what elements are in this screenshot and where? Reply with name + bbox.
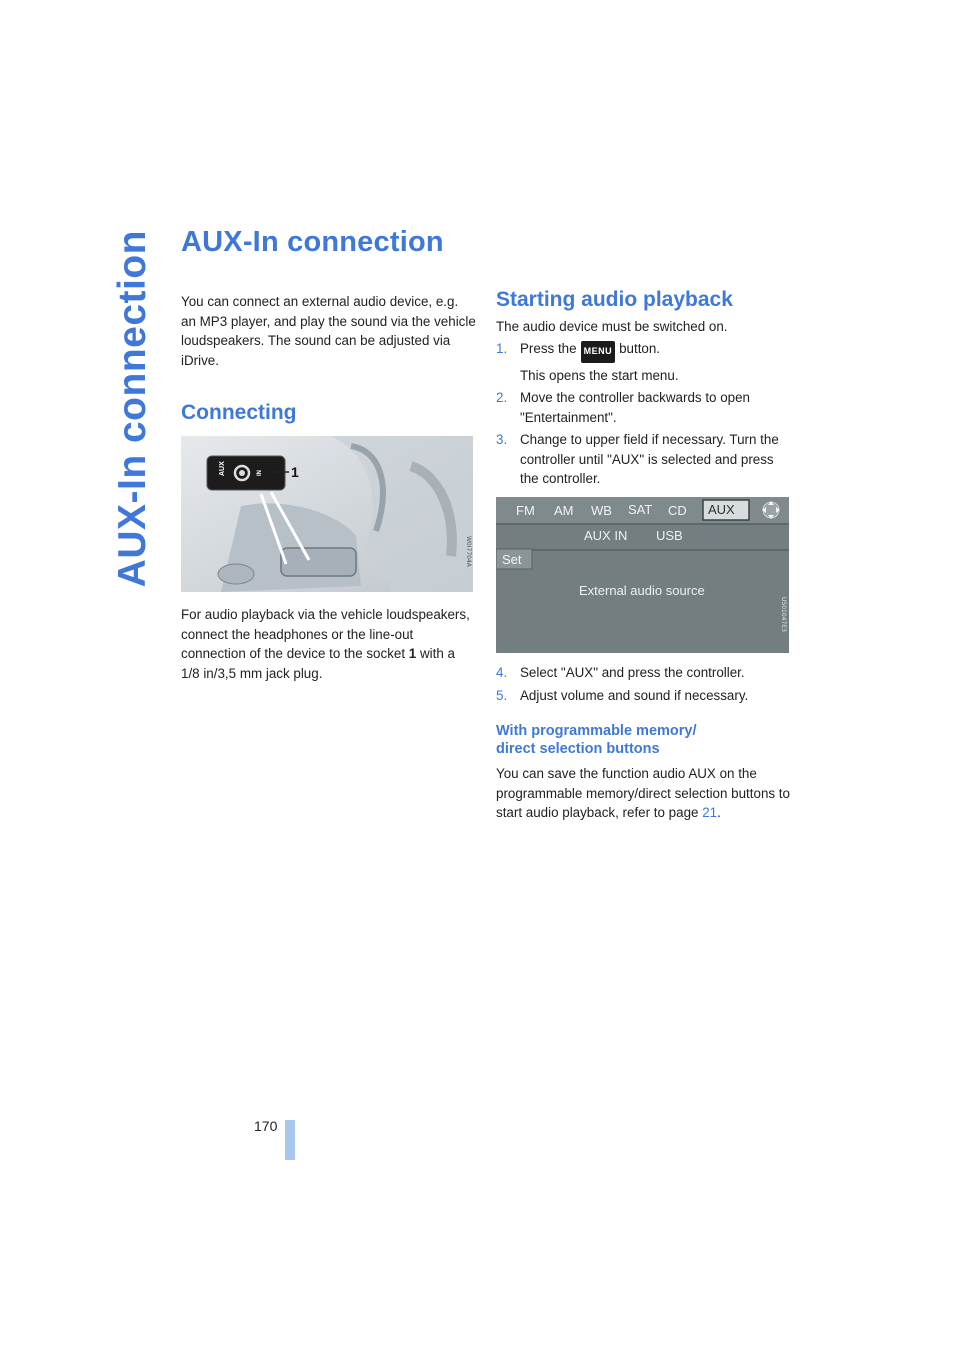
subtab-aux-in: AUX IN (584, 528, 628, 543)
right-column-top (496, 290, 792, 489)
connecting-paragraph-block (181, 605, 476, 683)
starting-heading: Starting audio playback (496, 288, 733, 311)
idrive-screen (496, 497, 789, 653)
intro-paragraph: You can connect an external audio device, e.g. an MP3 player, and play the sound via the vehicle loudspeakers. The sound can be adjusted via iDrive. (181, 294, 476, 368)
left-column (181, 292, 476, 423)
step-1: 1. Press the MENU button. (496, 339, 792, 363)
aux-socket-photo (181, 436, 473, 592)
subtab-usb: USB (656, 528, 683, 543)
socket-reference: 1 (408, 646, 417, 661)
socket-label-in: IN (257, 470, 263, 476)
tab-am: AM (554, 503, 574, 518)
page-number-bar (285, 1120, 295, 1160)
memory-heading: With programmable memory/ direct selection buttons (496, 723, 697, 757)
side-section-title: AUX-In connection (111, 230, 154, 588)
screen-code: US01047E3 (780, 597, 787, 632)
step-1-note: This opens the start menu. (520, 367, 679, 383)
memory-paragraph: You can save the function audio AUX on the programmable memory/direct selection buttons to start audio playback, refer to page 21. (496, 766, 790, 820)
side-section-tab (108, 230, 158, 588)
menu-button-icon: MENU (581, 341, 616, 363)
tab-aux: AUX (708, 502, 735, 517)
connecting-paragraph: For audio playback via the vehicle loudspeakers, connect the headphones or the line-out connection of the device to the socket 1 with a 1/8 in/3,5 mm jack plug. (181, 607, 470, 681)
connecting-heading: Connecting (181, 401, 297, 424)
figure-callout-1: 1 (291, 464, 299, 480)
socket-label-aux: AUX (219, 461, 226, 476)
aux-socket-illustration (181, 436, 473, 592)
right-column-bottom (496, 663, 792, 823)
figure-code: W0I7704A (465, 536, 472, 567)
tab-sat: SAT (628, 502, 653, 517)
page-title: AUX-In connection (181, 226, 444, 258)
tab-fm: FM (516, 503, 535, 518)
tab-cd: CD (668, 503, 687, 518)
starting-lead: The audio device must be switched on. (496, 318, 728, 334)
step-5: 5. Adjust volume and sound if necessary. (496, 687, 749, 703)
step-4: 4. Select "AUX" and press the controller. (496, 665, 745, 680)
set-label: Set (502, 552, 522, 567)
step-2: 2. Move the controller backwards to open "Entertainment". (496, 390, 750, 425)
step-3: 3. Change to upper field if necessary. Turn the controller until "AUX" is selected and press the controller. (496, 432, 779, 486)
tab-wb: WB (591, 503, 612, 518)
page-number: 170 (254, 1118, 278, 1134)
page-21-link[interactable]: 21 (702, 805, 718, 820)
external-audio-message: External audio source (579, 583, 705, 598)
